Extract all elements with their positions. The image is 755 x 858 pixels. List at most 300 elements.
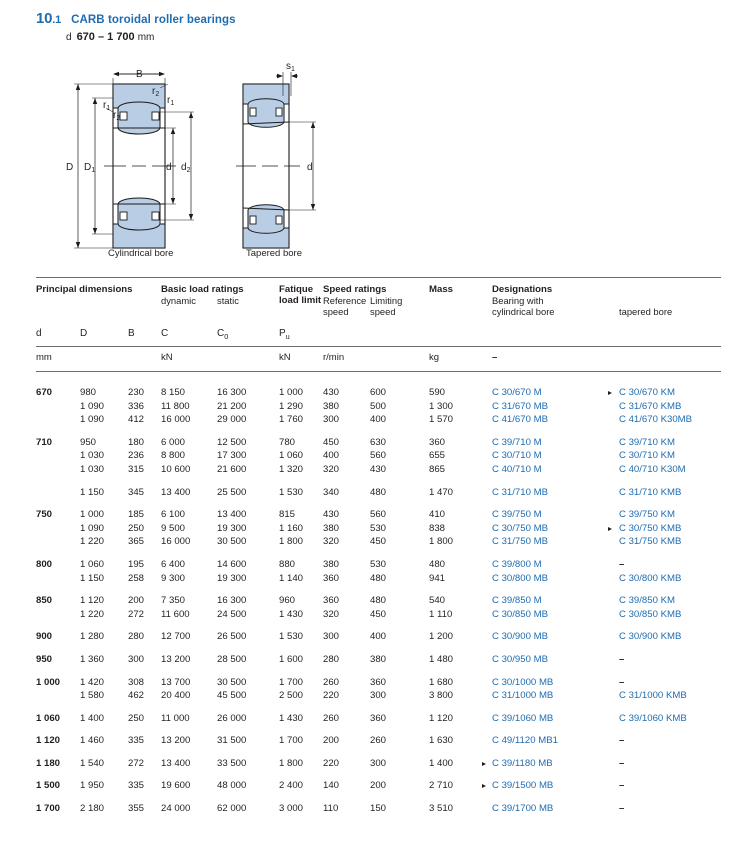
cell-designation-tapered[interactable]: C 30/900 KMB <box>619 631 682 643</box>
cell-reference-speed: 430 <box>323 387 340 398</box>
cell-limiting-speed: 380 <box>370 653 387 665</box>
cell-mass: 1 300 <box>429 400 454 412</box>
cell-mass: 1 200 <box>429 631 454 643</box>
cell-limiting-speed: 560 <box>370 450 387 462</box>
unit-kg: kg <box>429 352 440 363</box>
cell-mass: 360 <box>429 436 446 448</box>
cell-fatigue-load-Pu: 1 700 <box>279 676 304 688</box>
cell-limiting-speed: 260 <box>370 735 387 747</box>
bearing-group <box>36 558 721 585</box>
unit-kn-load: kN <box>161 352 173 363</box>
symbol-D: D <box>80 328 88 339</box>
table-units-row <box>36 347 721 371</box>
cell-reference-speed: 380 <box>323 400 340 412</box>
cell-designation-tapered[interactable]: C 31/710 KMB <box>619 486 682 498</box>
cell-static-load-C0: 17 300 <box>217 450 247 462</box>
cell-designation-cylindrical[interactable]: C 30/850 MB <box>492 608 548 620</box>
label-r2-left: $r_2$ <box>113 110 121 122</box>
table-row <box>36 449 721 463</box>
cell-width-B: 300 <box>128 653 145 665</box>
table-row <box>36 802 721 816</box>
bearing-group <box>36 436 721 477</box>
cell-static-load-C0: 33 500 <box>217 757 247 769</box>
unit-designations-dash: – <box>492 352 498 363</box>
bearing-group <box>36 486 721 500</box>
cell-designation-cylindrical[interactable]: C 39/800 M <box>492 558 542 570</box>
cell-designation-tapered[interactable]: C 41/670 K30MB <box>619 414 693 426</box>
cell-bore-d: 950 <box>36 653 53 665</box>
cell-limiting-speed: 150 <box>370 803 387 815</box>
cell-dynamic-load-C: 11 000 <box>161 712 190 724</box>
row-marker-triangle-icon <box>482 762 486 766</box>
cell-static-load-C0: 26 500 <box>217 631 247 643</box>
table-row <box>36 558 721 572</box>
cell-reference-speed: 300 <box>323 414 340 426</box>
cell-width-B: 365 <box>128 536 145 548</box>
cell-outside-diameter-D: 1 540 <box>80 757 105 769</box>
cell-dynamic-load-C: 13 400 <box>161 757 191 769</box>
cell-mass: 1 630 <box>429 735 454 747</box>
cell-static-load-C0: 29 000 <box>217 414 247 426</box>
cell-fatigue-load-Pu: 1 000 <box>279 387 304 398</box>
label-s1: $s_1$ <box>286 61 295 73</box>
cell-fatigue-load-Pu: 1 140 <box>279 572 304 584</box>
cell-fatigue-load-Pu: 1 800 <box>279 536 304 548</box>
cell-limiting-speed: 400 <box>370 631 387 643</box>
cell-fatigue-load-Pu: 1 290 <box>279 400 304 412</box>
table-row <box>36 630 721 644</box>
cell-reference-speed: 340 <box>323 486 340 498</box>
label-r2-top: $r_2$ <box>152 86 160 98</box>
cell-mass: 1 470 <box>429 486 454 498</box>
bearing-group <box>36 734 721 748</box>
cell-fatigue-load-Pu: 1 320 <box>279 463 304 475</box>
cell-dynamic-load-C: 12 700 <box>161 631 191 643</box>
cell-fatigue-load-Pu: 1 700 <box>279 735 304 747</box>
cell-designation-cylindrical[interactable]: C 49/1120 MB1 <box>492 735 558 747</box>
cell-outside-diameter-D: 1 220 <box>80 536 105 548</box>
cell-bore-d: 710 <box>36 436 53 448</box>
cell-reference-speed: 320 <box>323 463 340 475</box>
cell-width-B: 250 <box>128 712 145 724</box>
table-row <box>36 572 721 586</box>
cell-reference-speed: 260 <box>323 676 340 688</box>
cell-fatigue-load-Pu: 2 500 <box>279 690 304 702</box>
cell-reference-speed: 220 <box>323 757 340 769</box>
bearing-group <box>36 676 721 703</box>
cell-limiting-speed: 400 <box>370 414 387 426</box>
cell-width-B: 335 <box>128 735 145 747</box>
cell-static-load-C0: 30 500 <box>217 536 247 548</box>
cell-bore-d: 670 <box>36 387 53 398</box>
cell-bore-d: 1 700 <box>36 803 61 815</box>
cell-width-B: 345 <box>128 486 145 498</box>
cell-width-B: 308 <box>128 676 145 688</box>
cell-reference-speed: 140 <box>323 780 340 792</box>
cell-fatigue-load-Pu: 1 800 <box>279 757 304 769</box>
cell-static-load-C0: 25 500 <box>217 486 247 498</box>
cell-dynamic-load-C: 16 000 <box>161 536 191 548</box>
cell-designation-cylindrical[interactable]: C 39/1500 MB <box>492 780 554 792</box>
cell-designation-tapered[interactable]: – <box>619 653 625 665</box>
page-heading <box>36 10 236 43</box>
cell-static-load-C0: 48 000 <box>217 780 247 792</box>
cell-width-B: 355 <box>128 803 145 815</box>
cell-dynamic-load-C: 13 200 <box>161 735 191 747</box>
unit-rmin: r/min <box>323 352 345 363</box>
symbol-C0: $C_0$ <box>217 328 229 341</box>
cell-dynamic-load-C: 6 000 <box>161 436 186 448</box>
cell-limiting-speed: 630 <box>370 436 387 448</box>
bearing-drawings <box>0 52 755 267</box>
bearing-group <box>36 386 721 427</box>
cell-limiting-speed: 600 <box>370 387 387 398</box>
cell-designation-cylindrical[interactable]: C 41/670 MB <box>492 414 548 426</box>
cell-fatigue-load-Pu: 1 530 <box>279 486 304 498</box>
table-row <box>36 734 721 748</box>
cell-mass: 3 510 <box>429 803 454 815</box>
cell-width-B: 236 <box>128 450 145 462</box>
symbol-d: d <box>36 328 42 339</box>
cell-static-load-C0: 14 600 <box>217 558 247 570</box>
cell-static-load-C0: 19 300 <box>217 572 247 584</box>
cell-designation-cylindrical[interactable]: C 30/950 MB <box>492 653 548 665</box>
cell-static-load-C0: 62 000 <box>217 803 247 815</box>
cell-reference-speed: 110 <box>323 803 339 815</box>
bore-symbol: d <box>66 32 72 43</box>
cell-mass: 1 400 <box>429 757 454 769</box>
cell-fatigue-load-Pu: 1 600 <box>279 653 304 665</box>
cell-mass: 1 800 <box>429 536 454 548</box>
cell-designation-tapered[interactable]: – <box>619 676 625 688</box>
cell-reference-speed: 220 <box>323 690 340 702</box>
cell-designation-cylindrical[interactable]: C 39/1060 MB <box>492 712 554 724</box>
label-d2: $d_2$ <box>181 162 191 174</box>
label-r1-left: $r_1$ <box>103 100 111 112</box>
cell-dynamic-load-C: 9 300 <box>161 572 186 584</box>
cell-fatigue-load-Pu: 1 760 <box>279 414 304 426</box>
cell-static-load-C0: 13 400 <box>217 509 247 521</box>
cell-mass: 1 480 <box>429 653 454 665</box>
cell-fatigue-load-Pu: 3 000 <box>279 803 304 815</box>
cell-limiting-speed: 480 <box>370 486 387 498</box>
cell-designation-cylindrical[interactable]: C 30/1000 MB <box>492 676 554 688</box>
cell-designation-cylindrical[interactable]: C 39/710 M <box>492 436 542 448</box>
cell-reference-speed: 300 <box>323 631 340 643</box>
table-header <box>36 278 721 346</box>
symbol-B: B <box>128 328 135 339</box>
header-limiting-l1: Limiting <box>370 295 403 306</box>
cell-dynamic-load-C: 6 100 <box>161 509 186 521</box>
cell-static-load-C0: 16 300 <box>217 387 247 398</box>
cell-limiting-speed: 300 <box>370 757 387 769</box>
cell-designation-cylindrical[interactable]: C 31/670 MB <box>492 400 548 412</box>
cell-width-B: 230 <box>128 387 145 398</box>
table-row <box>36 653 721 667</box>
table-row <box>36 594 721 608</box>
heading-line-2 <box>66 31 236 43</box>
cell-width-B: 272 <box>128 757 145 769</box>
cell-designation-cylindrical[interactable]: C 39/1700 MB <box>492 803 554 815</box>
cell-limiting-speed: 480 <box>370 595 387 607</box>
cell-designation-cylindrical[interactable]: C 30/670 M <box>492 387 542 398</box>
cell-bore-d: 1 500 <box>36 780 61 792</box>
cell-dynamic-load-C: 13 700 <box>161 676 191 688</box>
cell-designation-tapered[interactable]: C 30/850 KMB <box>619 608 682 620</box>
cell-fatigue-load-Pu: 1 430 <box>279 608 304 620</box>
header-reference-l2: speed <box>323 306 349 317</box>
header-limiting-l2: speed <box>370 306 396 317</box>
cell-limiting-speed: 450 <box>370 536 387 548</box>
cell-bore-d: 1 180 <box>36 757 61 769</box>
cell-outside-diameter-D: 1 030 <box>80 450 105 462</box>
cell-width-B: 335 <box>128 780 145 792</box>
table-row <box>36 522 721 536</box>
table-body <box>36 372 721 822</box>
heading-line-1 <box>36 10 236 27</box>
bearing-data-table <box>36 277 721 822</box>
cell-reference-speed: 280 <box>323 653 340 665</box>
cell-reference-speed: 380 <box>323 522 340 534</box>
cell-designation-cylindrical[interactable]: C 30/710 M <box>492 450 542 462</box>
cell-designation-cylindrical[interactable]: C 39/1180 MB <box>492 757 553 769</box>
header-fatique-l2: load limit <box>279 295 322 306</box>
cell-dynamic-load-C: 11 600 <box>161 608 190 620</box>
cell-dynamic-load-C: 8 150 <box>161 387 186 398</box>
cell-designation-tapered[interactable]: C 39/850 KM <box>619 595 675 607</box>
cell-reference-speed: 450 <box>323 436 340 448</box>
cell-limiting-speed: 360 <box>370 712 387 724</box>
cell-dynamic-load-C: 9 500 <box>161 522 186 534</box>
cell-designation-tapered[interactable]: – <box>619 558 625 570</box>
cell-width-B: 280 <box>128 631 145 643</box>
cell-limiting-speed: 450 <box>370 608 387 620</box>
cell-designation-tapered[interactable]: C 31/750 KMB <box>619 536 682 548</box>
cell-static-load-C0: 19 300 <box>217 522 247 534</box>
cell-mass: 2 710 <box>429 780 454 792</box>
cell-dynamic-load-C: 10 600 <box>161 463 191 475</box>
page-title: CARB toroidal roller bearings <box>71 14 236 26</box>
bearing-group <box>36 653 721 667</box>
cell-fatigue-load-Pu: 1 160 <box>279 522 304 534</box>
header-tapered-bore: tapered bore <box>619 306 673 317</box>
table-row <box>36 535 721 549</box>
cell-width-B: 185 <box>128 509 145 521</box>
cell-limiting-speed: 500 <box>370 400 387 412</box>
bearing-group <box>36 508 721 549</box>
bearing-group <box>36 779 721 793</box>
unit-mm: mm <box>36 352 52 363</box>
table-row <box>36 508 721 522</box>
cell-limiting-speed: 200 <box>370 780 387 792</box>
cell-mass: 865 <box>429 463 446 475</box>
cell-mass: 941 <box>429 572 446 584</box>
cell-dynamic-load-C: 6 400 <box>161 558 186 570</box>
cell-bore-d: 850 <box>36 595 53 607</box>
cell-static-load-C0: 45 500 <box>217 690 247 702</box>
cell-width-B: 462 <box>128 690 145 702</box>
bearing-group <box>36 712 721 726</box>
header-bearing-with-l1: Bearing with <box>492 295 544 306</box>
cell-designation-cylindrical[interactable]: C 40/710 M <box>492 463 542 475</box>
cell-limiting-speed: 530 <box>370 558 387 570</box>
cell-limiting-speed: 480 <box>370 572 387 584</box>
cell-designation-tapered[interactable]: – <box>619 780 625 792</box>
cell-designation-cylindrical[interactable]: C 30/750 MB <box>492 522 548 534</box>
table-row <box>36 463 721 477</box>
cell-fatigue-load-Pu: 1 060 <box>279 450 304 462</box>
cell-designation-cylindrical[interactable]: C 31/750 MB <box>492 536 548 548</box>
cell-mass: 410 <box>429 509 446 521</box>
cell-mass: 1 120 <box>429 712 454 724</box>
table-row <box>36 608 721 622</box>
cell-width-B: 258 <box>128 572 145 584</box>
cell-designation-tapered[interactable]: C 31/670 KMB <box>619 400 682 412</box>
cell-designation-tapered[interactable]: – <box>619 757 625 769</box>
cell-dynamic-load-C: 11 800 <box>161 400 190 412</box>
cell-outside-diameter-D: 2 180 <box>80 803 105 815</box>
cell-mass: 540 <box>429 595 446 607</box>
cell-dynamic-load-C: 24 000 <box>161 803 191 815</box>
cell-width-B: 250 <box>128 522 145 534</box>
cell-bore-d: 1 000 <box>36 676 61 688</box>
header-bearing-with-l2: cylindrical bore <box>492 306 555 317</box>
cell-mass: 838 <box>429 522 446 534</box>
cell-width-B: 272 <box>128 608 145 620</box>
label-B: B <box>136 69 143 80</box>
symbol-C: C <box>161 328 169 339</box>
cell-outside-diameter-D: 1 150 <box>80 486 105 498</box>
cell-designation-cylindrical[interactable]: C 30/800 MB <box>492 572 548 584</box>
cell-limiting-speed: 560 <box>370 509 387 521</box>
header-basic-load-ratings: Basic load ratings <box>161 284 244 295</box>
section-number: 10.1 <box>36 10 62 27</box>
cell-outside-diameter-D: 950 <box>80 436 97 448</box>
cell-designation-tapered[interactable]: C 30/800 KMB <box>619 572 682 584</box>
cell-static-load-C0: 21 200 <box>217 400 247 412</box>
cell-static-load-C0: 16 300 <box>217 595 247 607</box>
cell-outside-diameter-D: 1 090 <box>80 522 105 534</box>
cell-designation-tapered[interactable]: C 30/750 KMB <box>619 522 682 534</box>
cell-outside-diameter-D: 1 420 <box>80 676 105 688</box>
header-principal-dimensions: Principal dimensions <box>36 284 133 295</box>
bearing-group <box>36 630 721 644</box>
row-marker-triangle-icon <box>608 527 612 531</box>
label-r1-top: $r_1$ <box>167 95 175 107</box>
cell-dynamic-load-C: 16 000 <box>161 414 191 426</box>
cell-designation-tapered[interactable]: C 30/670 KM <box>619 387 675 398</box>
cell-static-load-C0: 24 500 <box>217 608 247 620</box>
cell-outside-diameter-D: 980 <box>80 387 97 398</box>
header-fatique-l1: Fatique <box>279 284 314 295</box>
cell-designation-tapered[interactable]: – <box>619 803 625 815</box>
cell-outside-diameter-D: 1 060 <box>80 558 105 570</box>
cell-mass: 1 570 <box>429 414 454 426</box>
row-marker-triangle-icon <box>608 391 612 395</box>
cell-outside-diameter-D: 1 400 <box>80 712 105 724</box>
cell-outside-diameter-D: 1 030 <box>80 463 105 475</box>
cell-width-B: 412 <box>128 414 145 426</box>
cell-reference-speed: 320 <box>323 536 340 548</box>
cell-static-load-C0: 28 500 <box>217 653 247 665</box>
cell-width-B: 200 <box>128 595 145 607</box>
cell-designation-cylindrical[interactable]: C 31/710 MB <box>492 486 548 498</box>
label-d-tapered: d <box>307 162 313 173</box>
bearing-group <box>36 757 721 771</box>
table-row <box>36 400 721 414</box>
cell-width-B: 336 <box>128 400 145 412</box>
cell-limiting-speed: 300 <box>370 690 387 702</box>
table-row <box>36 413 721 427</box>
symbol-Pu: $P_u$ <box>279 328 290 341</box>
cell-mass: 590 <box>429 387 446 398</box>
cell-dynamic-load-C: 7 350 <box>161 595 186 607</box>
cell-outside-diameter-D: 1 090 <box>80 414 105 426</box>
cell-designation-tapered[interactable]: – <box>619 735 625 747</box>
cell-designation-cylindrical[interactable]: C 39/850 M <box>492 595 542 607</box>
cell-reference-speed: 360 <box>323 595 340 607</box>
cell-mass: 655 <box>429 450 446 462</box>
cell-mass: 3 800 <box>429 690 454 702</box>
header-static: static <box>217 295 239 306</box>
table-row <box>36 757 721 771</box>
cell-bore-d: 1 060 <box>36 712 61 724</box>
cell-designation-tapered[interactable]: C 39/750 KM <box>619 509 675 521</box>
cell-static-load-C0: 30 500 <box>217 676 247 688</box>
table-row <box>36 436 721 450</box>
cell-fatigue-load-Pu: 2 400 <box>279 780 304 792</box>
caption-tapered-bore: Tapered bore <box>246 248 302 259</box>
cell-outside-diameter-D: 1 360 <box>80 653 105 665</box>
cell-fatigue-load-Pu: 960 <box>279 595 296 607</box>
cell-width-B: 195 <box>128 558 145 570</box>
cell-static-load-C0: 26 000 <box>217 712 247 724</box>
label-d: d <box>166 162 172 173</box>
cell-designation-tapered[interactable]: C 39/710 KM <box>619 436 675 448</box>
cell-reference-speed: 200 <box>323 735 340 747</box>
cell-outside-diameter-D: 1 150 <box>80 572 105 584</box>
cell-designation-cylindrical[interactable]: C 30/900 MB <box>492 631 548 643</box>
cell-designation-tapered[interactable]: C 39/1060 KMB <box>619 712 687 724</box>
cell-bore-d: 800 <box>36 558 53 570</box>
header-reference-l1: Reference <box>323 295 367 306</box>
cell-bore-d: 750 <box>36 509 53 521</box>
cell-designation-tapered[interactable]: C 30/710 KM <box>619 450 675 462</box>
caption-cylindrical-bore: Cylindrical bore <box>108 248 174 259</box>
cell-limiting-speed: 430 <box>370 463 387 475</box>
cell-fatigue-load-Pu: 780 <box>279 436 296 448</box>
header-mass: Mass <box>429 284 453 295</box>
cell-dynamic-load-C: 13 400 <box>161 486 191 498</box>
cell-dynamic-load-C: 19 600 <box>161 780 191 792</box>
header-speed-ratings: Speed ratings <box>323 284 387 295</box>
cell-mass: 1 680 <box>429 676 454 688</box>
table-row <box>36 779 721 793</box>
cell-outside-diameter-D: 1 580 <box>80 690 105 702</box>
table-row <box>36 486 721 500</box>
cell-fatigue-load-Pu: 1 430 <box>279 712 304 724</box>
cell-bore-d: 900 <box>36 631 53 643</box>
cell-designation-cylindrical[interactable]: C 39/750 M <box>492 509 542 521</box>
cell-designation-cylindrical[interactable]: C 31/1000 MB <box>492 690 554 702</box>
cell-designation-tapered[interactable]: C 31/1000 KMB <box>619 690 687 702</box>
cell-designation-tapered[interactable]: C 40/710 K30M <box>619 463 686 475</box>
cell-dynamic-load-C: 20 400 <box>161 690 191 702</box>
table-row <box>36 676 721 690</box>
cell-outside-diameter-D: 1 950 <box>80 780 105 792</box>
label-D: D <box>66 162 74 173</box>
row-marker-triangle-icon <box>482 784 486 788</box>
